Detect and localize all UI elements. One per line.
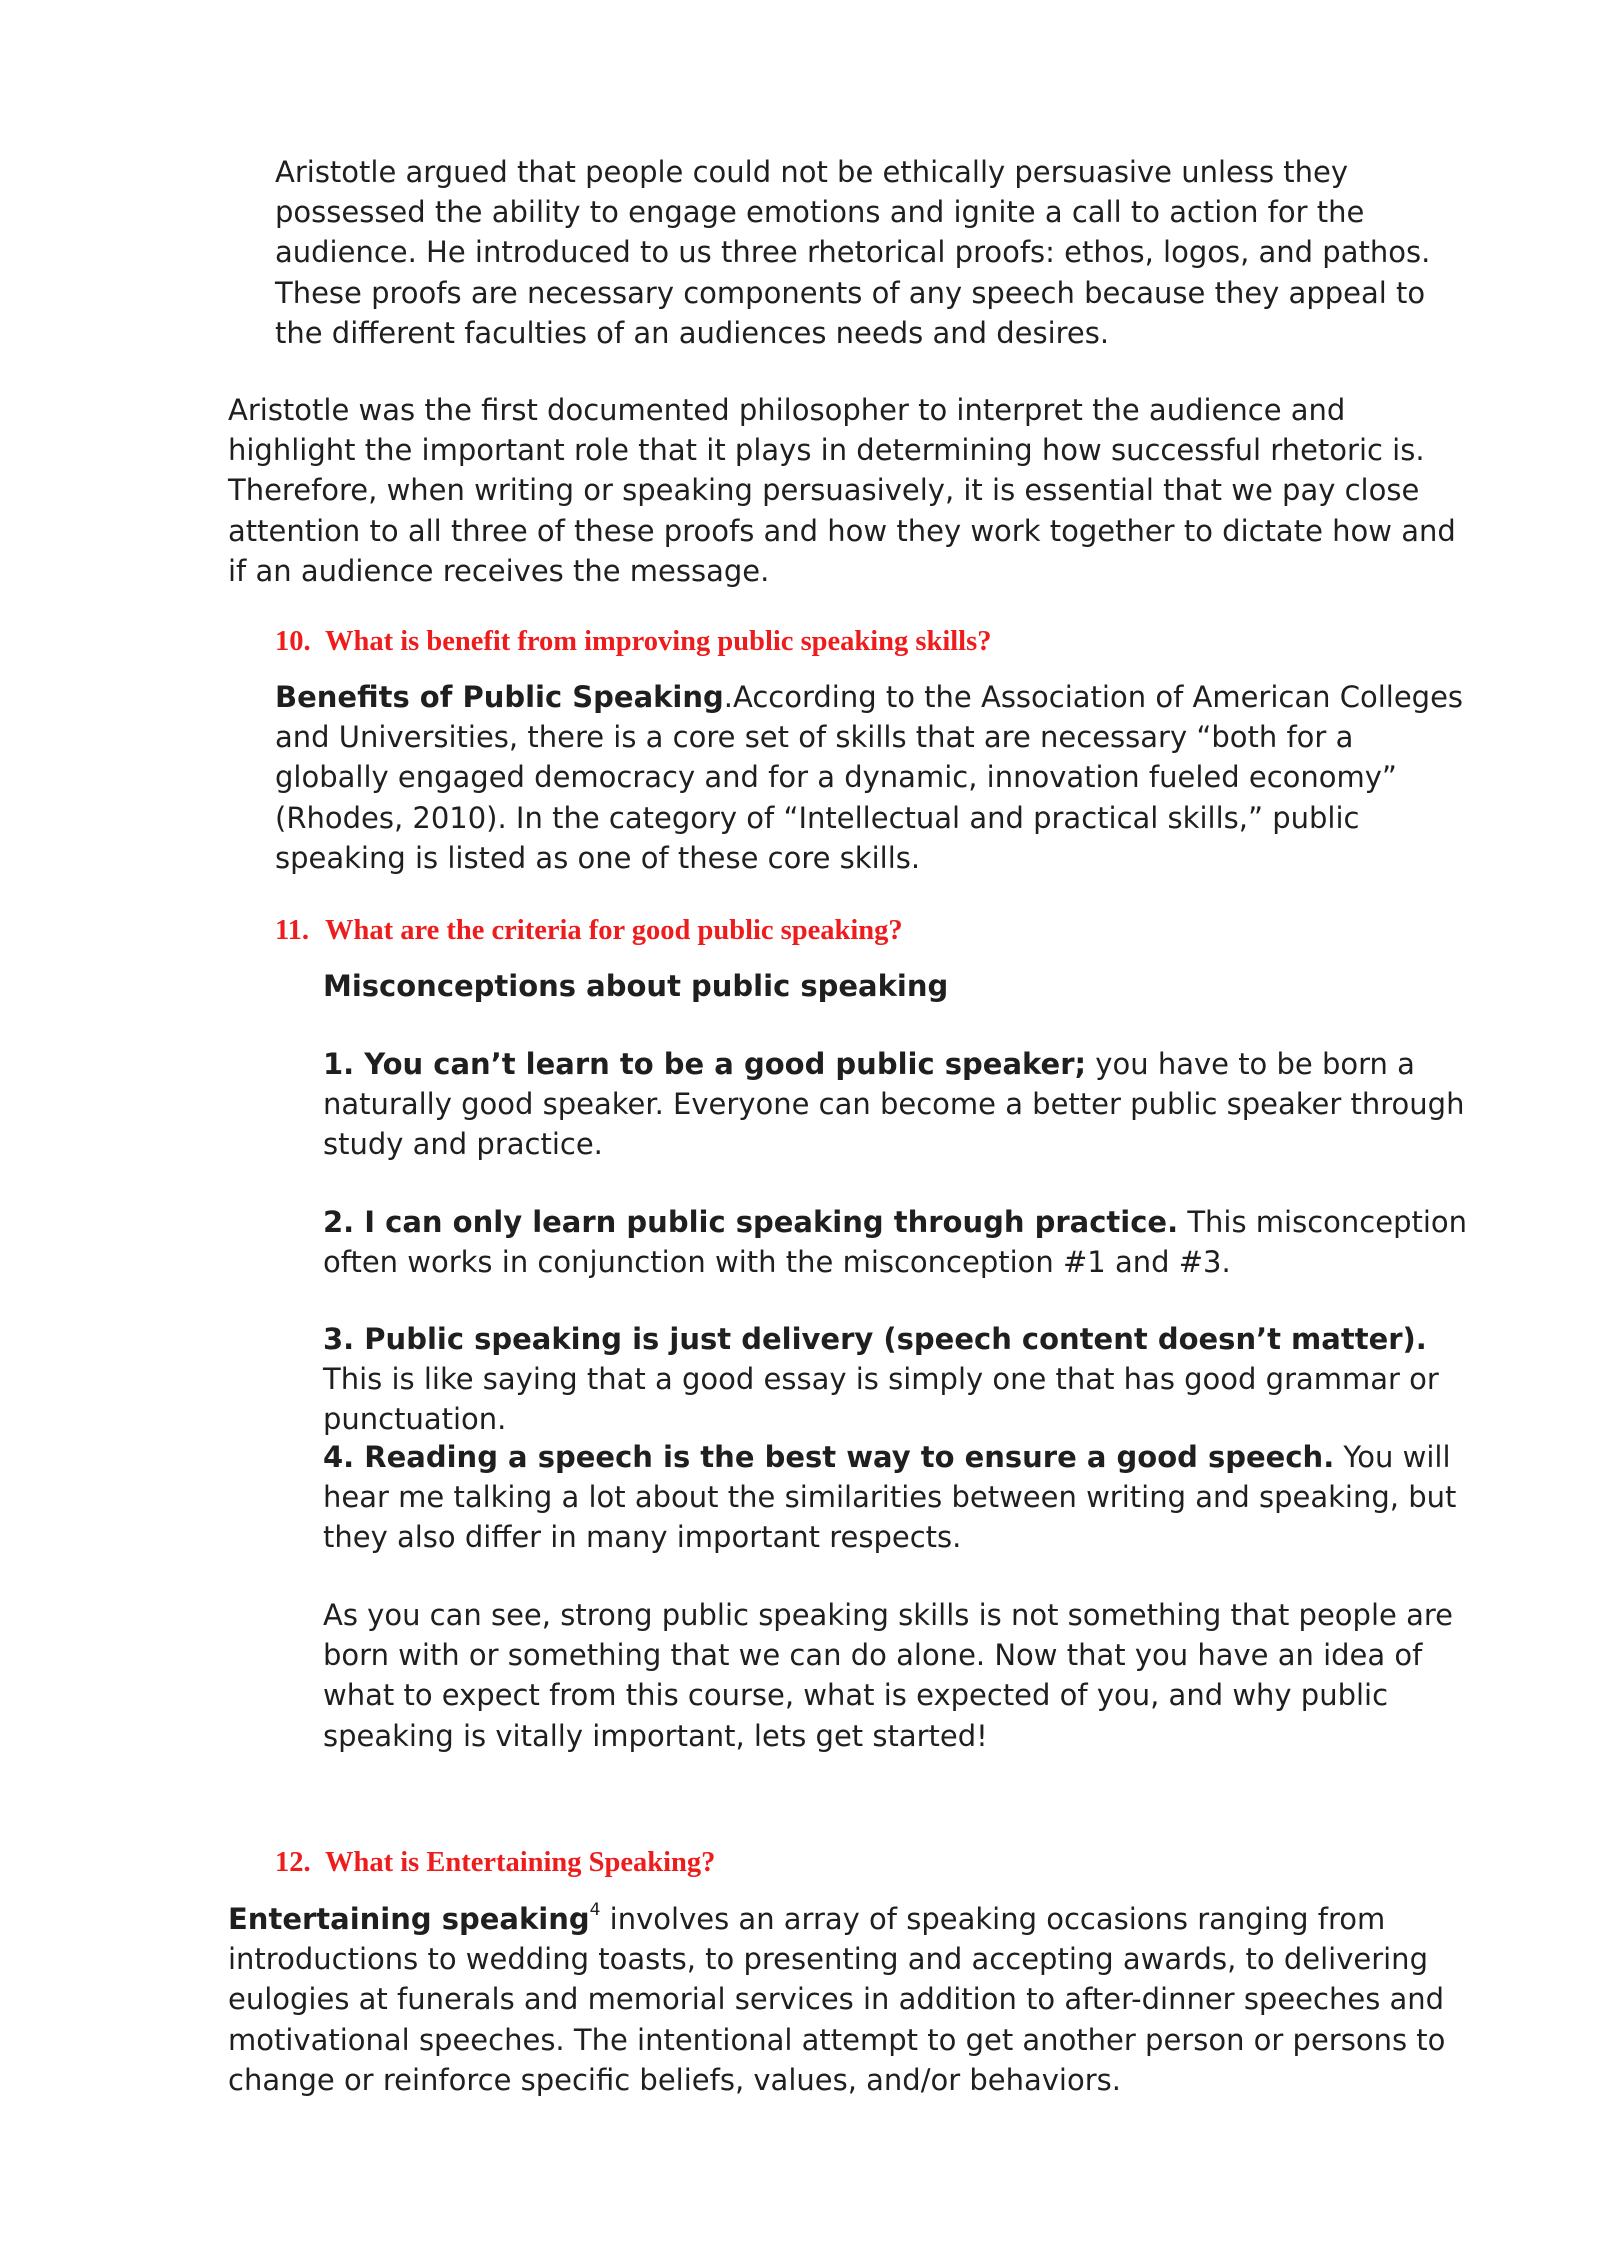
benefits-text: .According to the Association of American Colleges and Universities, there is a core set of skills that are necessary “both for a globally engaged democracy and for a dynamic, innovation fueled economy” (Rhodes, 2010). In the category of “Intellectual and practical skills,” public speaking is listed as one of these core skills.: [275, 680, 1464, 875]
entertaining-paragraph: [228, 1899, 1478, 2100]
question-number: 12.: [275, 1847, 311, 1878]
misconception-2: [323, 1202, 1483, 1282]
footnote-marker: 4: [589, 1900, 601, 1920]
misconception-3: [323, 1319, 1483, 1440]
question-text: What is benefit from improving public speaking skills?: [325, 626, 992, 657]
misconception-title: 1. You can’t learn to be a good public speaker;: [323, 1047, 1087, 1081]
misconception-1: [323, 1044, 1483, 1165]
question-text: What is Entertaining Speaking?: [325, 1847, 716, 1878]
misconception-4: [323, 1437, 1483, 1558]
misconception-text: This is like saying that a good essay is simply one that has good grammar or punctuation.: [323, 1362, 1439, 1437]
misconception-text: This misconception often works in conjunction with the misconception #1 and #3.: [323, 1205, 1468, 1280]
benefits-paragraph: [275, 677, 1475, 878]
closing-paragraph: As you can see, strong public speaking skills is not something that people are born with or something that we can do alone. Now that you have an idea of what to expect from this course, what is expected of you, and why public speaking is vitally important, lets get started!: [323, 1598, 1453, 1753]
question-number: 10.: [275, 626, 311, 657]
misconception-title: 3. Public speaking is just delivery (speech content doesn’t matter).: [323, 1322, 1427, 1356]
question-12-heading: [275, 1847, 715, 1879]
misconception-title: 2. I can only learn public speaking through practice.: [323, 1205, 1179, 1239]
question-11-heading: [275, 915, 903, 947]
intro-quote: Aristotle argued that people could not be ethically persuasive unless they possessed the ability to engage emotions and ignite a call to action for the audience. He introduced to us three rhetorical proofs: ethos, logos, and pathos. These proofs are necessary components of any speech because they appeal to the different faculties of an audiences needs and desires.: [275, 155, 1431, 350]
entertaining-text: involves an array of speaking occasions ranging from introductions to wedding toasts, to presenting and accepting awards, to delivering eulogies at funerals and memorial services in addition to after-dinner speeches and motivational speeches. The intentional attempt to get another person or persons to change or reinforce specific beliefs, values, and/or behaviors.: [228, 1902, 1446, 2097]
misconception-title: 4. Reading a speech is the best way to ensure a good speech.: [323, 1440, 1335, 1474]
question-10-heading: [275, 626, 991, 658]
question-number: 11.: [275, 915, 310, 946]
question-text: What are the criteria for good public speaking?: [325, 915, 903, 946]
aristotle-paragraph: Aristotle was the first documented philosopher to interpret the audience and highlight the important role that it plays in determining how successful rhetoric is. Therefore, when writing or speaking persuasively, it is essential that we pay close attention to all three of these proofs and how they work together to dictate how and if an audience receives the message.: [228, 393, 1456, 588]
misconception-text: you have to be born a naturally good speaker. Everyone can become a better public speaker through study and practice.: [323, 1047, 1465, 1162]
benefits-title: Benefits of Public Speaking: [275, 680, 724, 714]
entertaining-title: Entertaining speaking: [228, 1902, 590, 1936]
misconception-text: You will hear me talking a lot about the similarities between writing and speaking, but they also differ in many important respects.: [323, 1440, 1457, 1555]
misconceptions-subheading: Misconceptions about public speaking: [323, 969, 949, 1003]
